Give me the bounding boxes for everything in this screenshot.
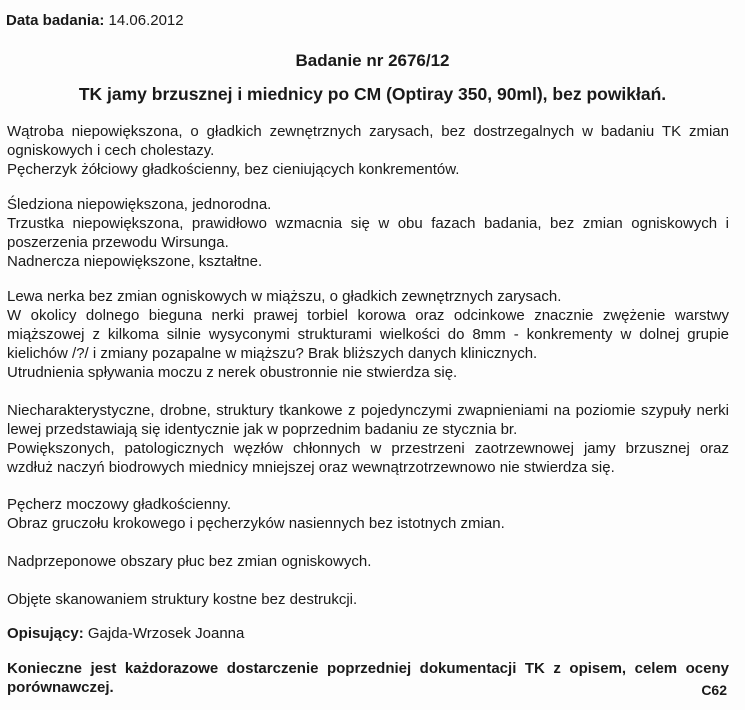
pelvis-paragraph [7,495,729,533]
author-label: Opisujący: [7,625,84,642]
notice-paragraph [7,659,729,697]
date-label: Data badania: [6,12,105,29]
exam-date [6,12,184,29]
author-line [7,624,729,643]
text-line: ogniskowych i cech cholestazy. [7,142,215,159]
text-line: W okolicy dolnego bieguna nerki prawej torbiel korowa oraz odcinkowe znacznie zwężenie warstwy [7,307,729,324]
text-line: Pęcherz moczowy gładkościenny. [7,496,231,513]
text-line: poszerzenia przewodu Wirsunga. [7,234,229,251]
text-line: Wątroba niepowiększona, o gładkich zewnętrznych zarysach, bez dostrzegalnych w badaniu TK zmian [7,123,729,140]
date-value: 14.06.2012 [108,12,184,29]
text-line: Powiększonych, patologicznych węzłów chłonnych w przestrzeni zaotrzewnowej jamy brzusznej oraz [7,440,729,457]
exam-title: TK jamy brzusznej i miednicy po CM (Optiray 350, 90ml), bez powikłań. [78,84,667,104]
text-line: porównawczej. [7,679,114,696]
liver-paragraph [7,122,729,179]
text-line: Objęte skanowaniem struktury kostne bez destrukcji. [7,591,358,608]
text-line: Nadprzeponowe obszary płuc bez zmian ogniskowych. [7,553,372,570]
lungs-paragraph [7,552,729,571]
text-line: Nadnercza niepowiększone, kształtne. [7,253,263,270]
kidneys-paragraph [7,287,729,382]
text-line: lewej przedstawiają się identycznie jak w poprzednim badaniu ze stycznia br. [7,421,518,438]
text-line: Utrudnienia spływania moczu z nerek obustronnie nie stwierdza się. [7,364,458,381]
text-line: Trzustka niepowiększona, prawidłowo wzmacnia się w obu fazach badania, bez zmian ogniskowych i [7,215,729,232]
spleen-pancreas-paragraph [7,195,729,271]
text-line: miąższowej z kilkoma silnie wysyconymi strukturami wielkości do 8mm - konkrementy w dolnej grupie [7,326,729,343]
text-line: Śledziona niepowiększona, jednorodna. [7,196,272,213]
text-line: Konieczne jest każdorazowe dostarczenie poprzedniej dokumentacji TK z opisem, celem oceny [7,660,729,677]
retroperitoneum-paragraph [7,401,729,477]
text-line: kielichów /?/ i zmiany pozapalne w miąższu? Brak bliższych danych klinicznych. [7,345,538,362]
text-line: Niecharakterystyczne, drobne, struktury tkankowe z pojedynczymi zwapnieniami na poziomie szypuły nerki [7,402,729,419]
author-name: Gajda-Wrzosek Joanna [87,625,245,642]
bones-paragraph [7,590,729,609]
text-line: Lewa nerka bez zmian ogniskowych w miąższu, o gładkich zewnętrznych zarysach. [7,288,562,305]
exam-number: Badanie nr 2676/12 [295,51,450,70]
text-line: Pęcherzyk żółciowy gładkościenny, bez cieniujących konkrementów. [7,161,460,178]
text-line: wzdłuż naczyń biodrowych miednicy mniejszej oraz wewnątrzotrzewnowo nie stwierdza się. [7,459,615,476]
text-line: Obraz gruczołu krokowego i pęcherzyków nasiennych bez istotnych zmian. [7,515,505,532]
document-code: C62 [701,682,727,698]
